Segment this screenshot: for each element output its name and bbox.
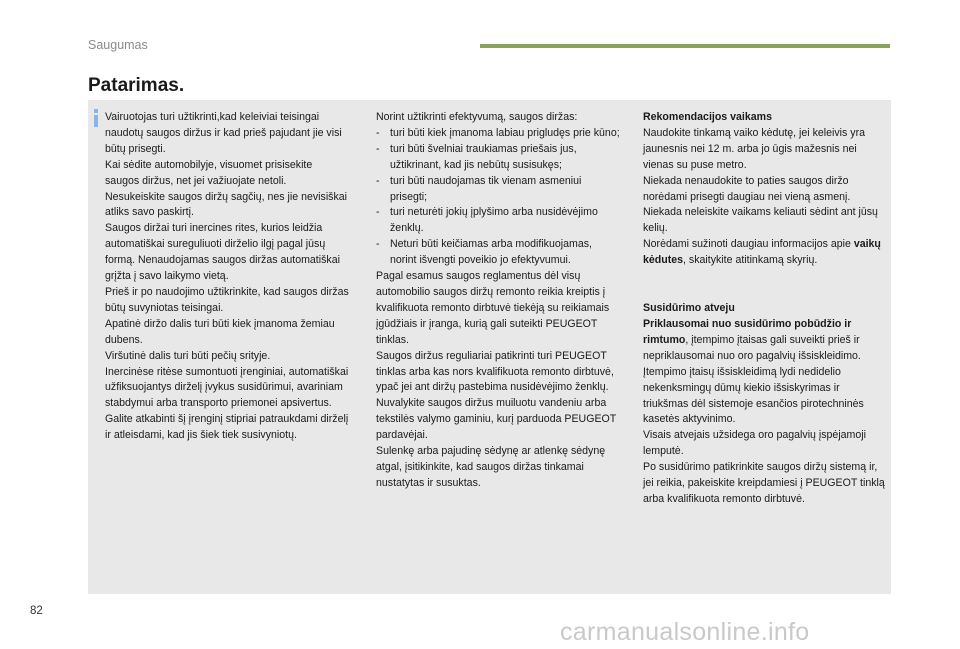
paragraph: Saugos diržai turi inercines rites, kurios leidžia automatiškai sureguliuoti dirželio ilgį pagal jūsų formą. Nenaudojamas saugos diržas automatiškai grįžta į savo laikymo vietą. [105, 222, 340, 283]
paragraph: Niekada neleiskite vaikams keliauti sėdint ant jūsų kelių. [643, 206, 878, 235]
paragraph: Saugos diržus reguliariai patikrinti turi PEUGEOT tinklas arba kas nors kvalifikuota remonto dirbtuvė, ypač jei ant diržų pastebima nusidėvėjimo ženklų. [376, 349, 614, 394]
paragraph: Prieš ir po naudojimo užtikrinkite, kad saugos diržas būtų suvyniotas teisingai. [105, 285, 349, 314]
bullet-item: - turi būti naudojamas tik vienam asmeniui prisegti; [376, 174, 582, 203]
paragraph: Apatinė diržo dalis turi būti kiek įmanoma žemiau dubens. [105, 317, 335, 346]
column-driver-advice [105, 110, 349, 444]
bullet-item: - Neturi būti keičiamas arba modifikuojamas, norint išvengti poveikio jo efektyvumui. [376, 238, 592, 267]
bullet-item: - turi būti kiek įmanoma labiau prigludęs prie kūno; [376, 126, 620, 139]
paragraph-more-info: Norėdami sužinoti daugiau informacijos apie vaikų kėdutes, skaitykite atitinkamą skyrių. [643, 238, 881, 267]
page-number: 82 [30, 605, 43, 617]
paragraph: Inercinėse ritėse sumontuoti įrenginiai, automatiškai užfiksuojantys dirželį įvykus susidūrimui, avariniam stabdymui arba transporto priemonei apsivertus. Galite atkabinti šį įrenginį stipriai patraukdami dirželį ir atleisdami, kad jis šiek tiek susivyniotų. [105, 365, 349, 442]
page-title: Patarimas. [88, 75, 185, 96]
impact-heading: Susidūrimo atveju [643, 302, 735, 315]
paragraph: Viršutinė dalis turi būti pečių srityje. [105, 349, 271, 362]
paragraph: Naudokite tinkamą vaiko kėdutę, jei keleivis yra jaunesnis nei 12 m. arba jo ūgis mažesnis nei vienas su puse metro. [643, 126, 865, 171]
paragraph-intro: Norint užtikrinti efektyvumą, saugos diržas: [376, 111, 578, 123]
paragraph: Nesukeiskite saugos diržų sagčių, nes jie nevisiškai atliks savo paskirtį. [105, 190, 348, 219]
paragraph: Visais atvejais užsidega oro pagalvių įspėjamoji lemputė. [643, 429, 866, 458]
paragraph: Kai sėdite automobilyje, visuomet prisisekite saugos diržus, net jei važiuojate netoli. [105, 158, 313, 187]
section-label: Saugumas [88, 38, 148, 52]
column-children-impact [643, 110, 886, 508]
paragraph: Nuvalykite saugos diržus muiluotu vandeniu arba tekstilės valymo gaminiu, kurį parduoda PEUGEOT pardavėjai. [376, 397, 617, 442]
paragraph: Vairuotojas turi užtikrinti,kad keleiviai teisingai naudotų saugos diržus ir kad prieš pajudant jie visi būtų prisegti. [105, 111, 342, 155]
paragraph: Pagal esamus saugos reglamentus dėl visų automobilio saugos diržų remonto reikia kreiptis į kvalifikuota remonto dirbtuvė tiekėją su reikiamais įgūdžiais ir įranga, kurią gali suteikti PEUGEOT tinklas. [376, 270, 610, 346]
watermark: carmanualsonline.info [560, 618, 810, 646]
paragraph: Po susidūrimo patikrinkite saugos diržų sistemą ir, jei reikia, pakeiskite kreipdamiesi į PEUGEOT tinklą arba kvalifikuota remonto dirbtuvė. [643, 461, 885, 505]
paragraph: Sulenkę arba pajudinę sėdynę ar atlenkę sėdynę atgal, įsitikinkite, kad saugos diržas tinkamai nustatytas ir susuktas. [376, 445, 606, 489]
kids-heading: Rekomendacijos vaikams [643, 111, 772, 123]
header-accent-bar [480, 44, 890, 48]
paragraph-impact: Priklausomai nuo susidūrimo pobūdžio ir rimtumo, įtempimo įtaisas gali suveikti prieš ir nepriklausomai nuo oro pagalvių išsiskleidimo. Įtempimo įtaisų išsiskleidimą lydi nedidelio nekenksmingų dūmų kiekio išsiskyrimas ir triukšmas dėl sistemoje esančios pirotechninės kasetės aktyvinimo. [643, 317, 864, 426]
info-icon [92, 109, 100, 127]
column-belt-efficiency [376, 110, 621, 492]
bullet-item: - turi būti švelniai traukiamas priešais jus, užtikrinant, kad jis nebūtų susisukęs; [376, 142, 577, 171]
bullet-item: - turi neturėti jokių įplyšimo arba nusidėvėjimo ženklų. [376, 206, 598, 235]
paragraph: Niekada nenaudokite to paties saugos diržo norėdami prisegti daugiau nei vieną asmenį. [643, 174, 851, 203]
